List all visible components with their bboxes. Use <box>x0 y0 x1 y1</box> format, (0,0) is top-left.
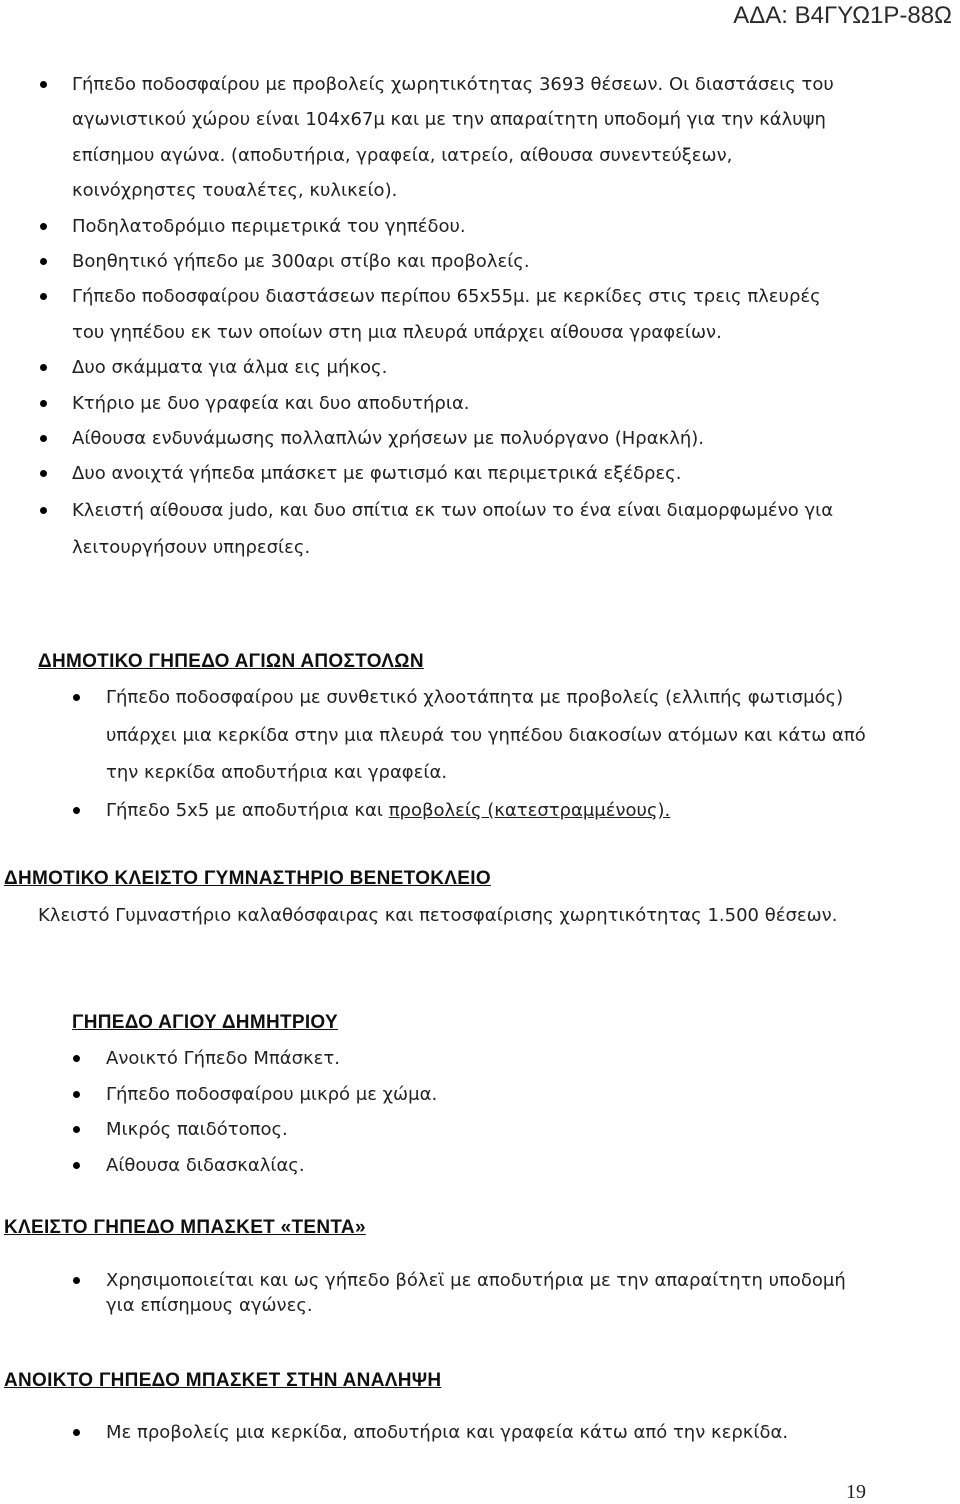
section-list-analipsi <box>38 1420 870 1445</box>
list-item: Δυο ανοιχτά γήπεδα μπάσκετ με φωτισμό και περιμετρικά εξέδρες. <box>38 456 838 491</box>
list-item: Ποδηλατοδρόμιο περιμετρικά του γηπέδου. <box>38 209 838 244</box>
list-item: Ανοικτό Γήπεδο Μπάσκετ. <box>38 1041 870 1077</box>
page-number: 19 <box>846 1481 866 1503</box>
section-list-agiou-dimitriou <box>38 1041 870 1183</box>
list-item: Χρησιμοποιείται και ως γήπεδο βόλεϊ με αποδυτήρια με την απαραίτητη υποδομή για επίσημους αγώνες. <box>38 1268 870 1318</box>
list-item <box>38 792 870 830</box>
list-item: Βοηθητικό γήπεδο με 300αρι στίβο και προβολείς. <box>38 244 838 279</box>
list-item: Κτήριο με δυο γραφεία και δυο αποδυτήρια. <box>38 386 838 421</box>
list-item: Γήπεδο ποδοσφαίρου μικρό με χώμα. <box>38 1077 870 1113</box>
section-heading-agion-apostolon: ΔΗΜΟΤΙΚΟ ΓΗΠΕΔΟ ΑΓΙΩΝ ΑΠΟΣΤΟΛΩΝ <box>38 651 424 672</box>
item-text: Γήπεδο 5x5 με αποδυτήρια και <box>106 799 389 821</box>
section-heading-tenta: ΚΛΕΙΣΤΟ ΓΗΠΕΔΟ ΜΠΑΣΚΕΤ «ΤΕΝΤΑ» <box>4 1217 366 1238</box>
list-item: Αίθουσα διδασκαλίας. <box>38 1148 870 1184</box>
list-item: Αίθουσα ενδυνάμωσης πολλαπλών χρήσεων με πολυόργανο (Ηρακλή). <box>38 421 838 456</box>
list-item: Γήπεδο ποδοσφαίρου με συνθετικό χλοοτάπητα με προβολείς (ελλιπής φωτισμός) υπάρχει μια κερκίδα στην μια πλευρά του γηπέδου διακοσίων ατόμων και κάτω από την κερκίδα αποδυτήρια και γραφεία. <box>38 679 870 792</box>
underlined-text: προβολείς (κατεστραμμένους). <box>388 799 671 821</box>
list-item: Με προβολείς μια κερκίδα, αποδυτήρια και γραφεία κάτω από την κερκίδα. <box>38 1420 870 1445</box>
list-item: Γήπεδο ποδοσφαίρου διαστάσεων περίπου 65x55μ. με κερκίδες στις τρεις πλευρές του γηπέδου εκ των οποίων στη μια πλευρά υπάρχει αίθουσα γραφείων. <box>38 279 838 350</box>
section-heading-venetokleio: ΔΗΜΟΤΙΚΟ ΚΛΕΙΣΤΟ ΓΥΜΝΑΣΤΗΡΙΟ ΒΕΝΕΤΟΚΛΕΙΟ <box>4 868 491 889</box>
facilities-list <box>38 67 838 567</box>
section-list-agion-apostolon <box>38 679 870 829</box>
section-text-venetokleio: Κλειστό Γυμναστήριο καλαθόσφαιρας και πετοσφαίρισης χωρητικότητας 1.500 θέσεων. <box>38 905 838 926</box>
ada-code: ΑΔΑ: Β4ΓΥΩ1Ρ-88Ω <box>733 2 952 29</box>
section-list-tenta <box>38 1268 870 1318</box>
section-heading-analipsi: ΑΝΟΙΚΤΟ ΓΗΠΕΔΟ ΜΠΑΣΚΕΤ ΣΤΗΝ ΑΝΑΛΗΨΗ <box>4 1370 442 1391</box>
section-heading-agiou-dimitriou: ΓΗΠΕΔΟ ΑΓΙΟΥ ΔΗΜΗΤΡΙΟΥ <box>72 1012 338 1033</box>
list-item: Μικρός παιδότοπος. <box>38 1112 870 1148</box>
list-item: Δυο σκάμματα για άλμα εις μήκος. <box>38 350 838 385</box>
list-item: Κλειστή αίθουσα judo, και δυο σπίτια εκ των οποίων το ένα είναι διαμορφωμένο για λειτουργήσουν υπηρεσίες. <box>38 492 838 567</box>
list-item: Γήπεδο ποδοσφαίρου με προβολείς χωρητικότητας 3693 θέσεων. Οι διαστάσεις του αγωνιστικού χώρου είναι 104x67μ και με την απαραίτητη υποδομή για την κάλυψη επίσημου αγώνα. (αποδυτήρια, γραφεία, ιατρείο, αίθουσα συνεντεύξεων, κοινόχρηστες τουαλέτες, κυλικείο). <box>38 67 838 209</box>
